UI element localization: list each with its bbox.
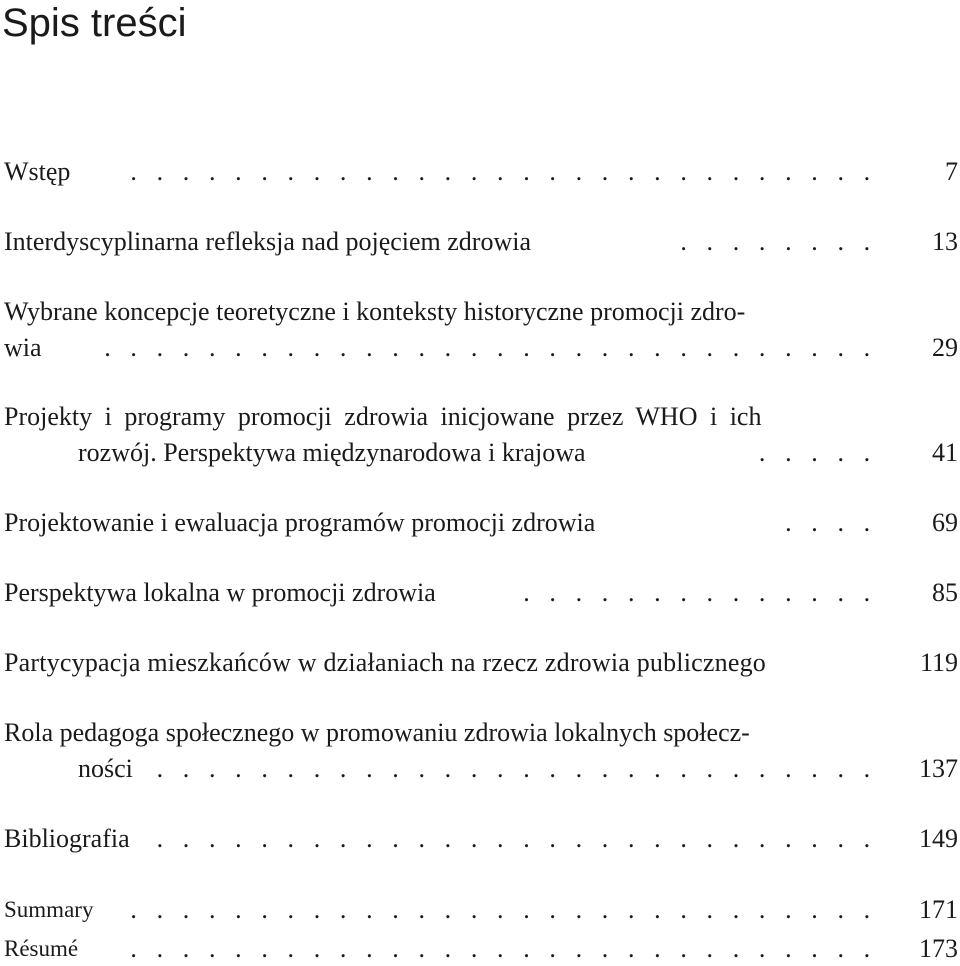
toc-entry-page: 41 <box>932 438 958 467</box>
toc-entry-projekty[interactable] <box>4 400 960 434</box>
toc-entry-page: 7 <box>945 157 958 186</box>
dot-leader: . . . . . . . . . . . . . . . . . . . . . . . . . . . . . <box>130 157 871 186</box>
toc-entry-page: 29 <box>932 333 958 362</box>
toc-entry-page: 85 <box>932 578 958 607</box>
dot-leader: . . . . . . . . . . . . . . . . . . . . . . . . . . . . . <box>130 934 871 963</box>
page-title: Spis treści <box>2 1 187 45</box>
toc-entry-perspektywa-lokalna[interactable] <box>4 576 960 610</box>
dot-leader: . . . . . . . . . . . . . . . . . . . . . . . . . . . . <box>156 754 871 783</box>
toc-entry-title: Perspektywa lokalna w promocji zdrowia <box>4 578 436 607</box>
dot-leader: . . . . . <box>758 438 871 467</box>
toc-entry-page: 119 <box>919 648 958 677</box>
toc-entry-rola-pedagoga-cont[interactable] <box>4 752 960 786</box>
toc-entry-page: 137 <box>919 754 958 783</box>
toc-entry-summary[interactable] <box>4 893 960 927</box>
toc-entry-projekty-cont[interactable] <box>4 436 960 470</box>
toc-entry-title: Projektowanie i ewaluacja programów promocji zdrowia <box>4 508 596 537</box>
toc-entry-title-line-2: wia <box>4 333 42 362</box>
toc-entry-bibliografia[interactable] <box>4 822 960 856</box>
dot-leader: . . . . <box>785 508 871 537</box>
toc-entry-projektowanie[interactable] <box>4 506 960 540</box>
dot-leader: . . . . . . . . <box>680 227 871 256</box>
toc-entry-page: 171 <box>919 895 958 924</box>
toc-entry-page: 69 <box>932 508 958 537</box>
dot-leader: . . . . . . . . . . . . . . . . . . . . . . . . . . . . <box>156 824 871 853</box>
dot-leader: . . . . . . . . . . . . . . . . . . . . . . . . . . . . . <box>130 895 871 924</box>
toc-entry-interdyscyplinarna[interactable] <box>4 225 960 259</box>
toc-entry-title-line-1: Wybrane koncepcje teoretyczne i konteksty historyczne promocji zdro- <box>4 297 746 326</box>
toc-entry-wybrane-koncepcje-cont[interactable] <box>4 331 960 365</box>
toc-entry-title-line-1: Rola pedagoga społecznego w promowaniu zdrowia lokalnych społecz- <box>4 718 750 747</box>
toc-entry-title-line-1: Projekty i programy promocji zdrowia inicjowane przez WHO i ich <box>4 402 762 431</box>
toc-entry-title-line-2: rozwój. Perspektywa międzynarodowa i krajowa <box>78 438 586 467</box>
toc-entry-wybrane-koncepcje[interactable] <box>4 295 960 329</box>
toc-entry-resume[interactable] <box>4 932 960 966</box>
toc-entry-page: 13 <box>932 227 958 256</box>
toc-entry-partycypacja[interactable] <box>4 646 960 680</box>
dot-leader: . . . . . . . . . . . . . . . . . . . . . . . . . . . . . . <box>104 333 871 362</box>
toc-entry-title-line-2: ności <box>78 754 133 783</box>
toc-entry-title: Wstęp <box>4 157 71 186</box>
dot-leader: . . . . . . . . . . . . . . <box>523 578 871 607</box>
toc-entry-page: 173 <box>919 934 958 963</box>
toc-entry-title: Summary <box>4 897 94 922</box>
toc-entry-page: 149 <box>919 824 958 853</box>
toc-entry-title: Bibliografia <box>4 824 130 853</box>
toc-entry-rola-pedagoga[interactable] <box>4 716 960 750</box>
toc-entry-title: Interdyscyplinarna refleksja nad pojęciem zdrowia <box>4 227 531 256</box>
toc-entry-title: Partycypacja mieszkańców w działaniach na rzecz zdrowia publicznego <box>4 648 766 677</box>
toc-entry-wstep[interactable] <box>4 155 960 189</box>
toc-entry-title: Résumé <box>4 936 79 961</box>
